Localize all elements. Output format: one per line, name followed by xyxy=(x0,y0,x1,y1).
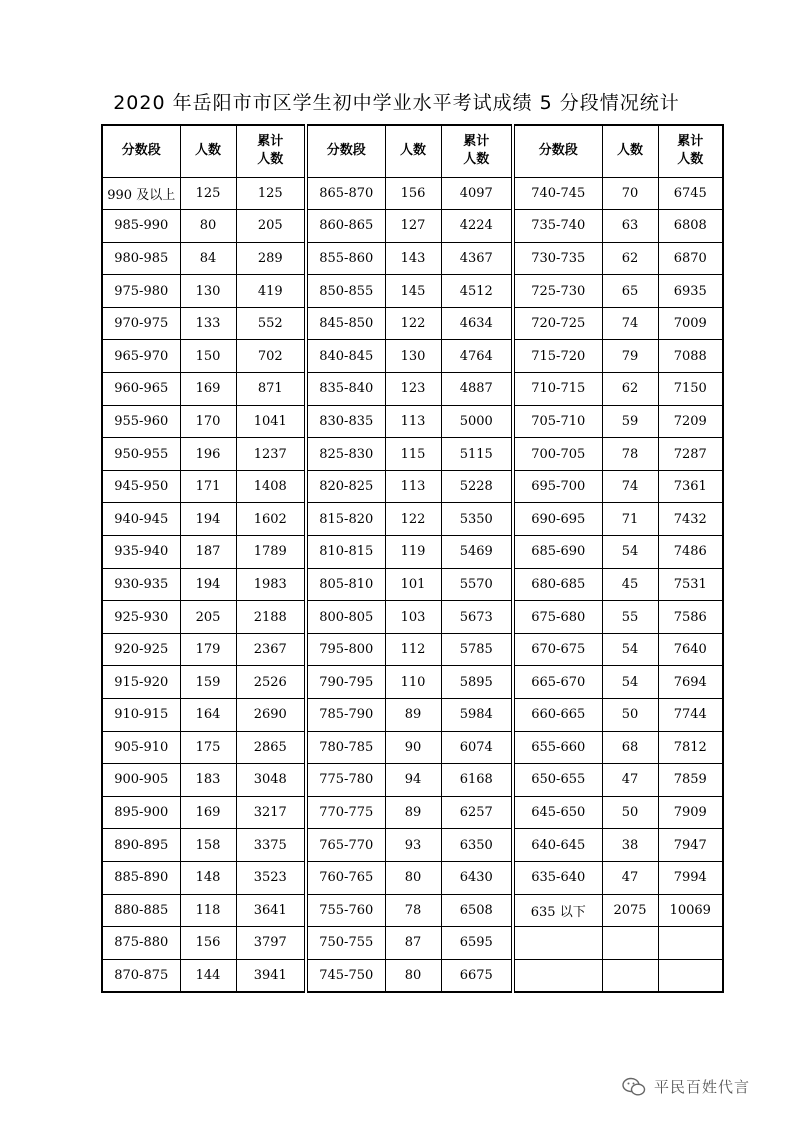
table-row xyxy=(102,731,723,764)
score-band-cell: 910-915 xyxy=(102,699,180,732)
count-cell: 130 xyxy=(180,275,236,308)
count-cell: 119 xyxy=(385,536,441,569)
count-cell: 78 xyxy=(602,438,658,471)
cumulative-cell: 5785 xyxy=(441,633,513,666)
count-cell: 125 xyxy=(180,177,236,210)
cumulative-cell: 1237 xyxy=(236,438,306,471)
score-band-cell: 835-840 xyxy=(306,373,385,406)
cumulative-cell: 289 xyxy=(236,242,306,275)
count-cell: 78 xyxy=(385,894,441,927)
cumulative-cell: 6935 xyxy=(658,275,723,308)
count-cell: 80 xyxy=(385,861,441,894)
cumulative-cell: 2690 xyxy=(236,699,306,732)
count-cell: 80 xyxy=(180,210,236,243)
cumulative-cell: 7287 xyxy=(658,438,723,471)
score-band-cell: 650-655 xyxy=(513,764,602,797)
score-band-cell: 720-725 xyxy=(513,307,602,340)
count-cell: 89 xyxy=(385,699,441,732)
score-band-cell: 865-870 xyxy=(306,177,385,210)
score-band-cell: 775-780 xyxy=(306,764,385,797)
cumulative-cell: 6675 xyxy=(441,959,513,992)
score-band-cell: 990 及以上 xyxy=(102,177,180,210)
cumulative-cell: 871 xyxy=(236,373,306,406)
score-band-cell: 710-715 xyxy=(513,373,602,406)
score-band-cell: 920-925 xyxy=(102,633,180,666)
table-row xyxy=(102,405,723,438)
count-cell: 2075 xyxy=(602,894,658,927)
score-band-cell: 875-880 xyxy=(102,927,180,960)
count-cell: 187 xyxy=(180,536,236,569)
cumulative-cell: 3375 xyxy=(236,829,306,862)
cumulative-cell: 6808 xyxy=(658,210,723,243)
table-row xyxy=(102,438,723,471)
cumulative-cell xyxy=(658,959,723,992)
header-count: 人数 xyxy=(385,125,441,177)
score-band-cell: 825-830 xyxy=(306,438,385,471)
count-cell: 87 xyxy=(385,927,441,960)
table-row xyxy=(102,503,723,536)
table-header-row xyxy=(102,125,723,177)
score-band-cell: 700-705 xyxy=(513,438,602,471)
cumulative-cell: 1983 xyxy=(236,568,306,601)
score-band-cell xyxy=(513,959,602,992)
cumulative-cell: 4887 xyxy=(441,373,513,406)
score-band-cell: 715-720 xyxy=(513,340,602,373)
cumulative-cell: 7361 xyxy=(658,470,723,503)
score-band-cell: 975-980 xyxy=(102,275,180,308)
cumulative-cell: 7150 xyxy=(658,373,723,406)
score-band-cell: 660-665 xyxy=(513,699,602,732)
score-band-cell: 830-835 xyxy=(306,405,385,438)
cumulative-cell: 419 xyxy=(236,275,306,308)
cumulative-cell: 7486 xyxy=(658,536,723,569)
cumulative-cell: 1602 xyxy=(236,503,306,536)
score-band-cell: 950-955 xyxy=(102,438,180,471)
count-cell: 110 xyxy=(385,666,441,699)
score-band-cell: 780-785 xyxy=(306,731,385,764)
cumulative-cell: 552 xyxy=(236,307,306,340)
cumulative-cell: 5570 xyxy=(441,568,513,601)
count-cell: 156 xyxy=(180,927,236,960)
count-cell: 183 xyxy=(180,764,236,797)
cumulative-cell: 7209 xyxy=(658,405,723,438)
cumulative-cell: 10069 xyxy=(658,894,723,927)
score-band-cell: 635-640 xyxy=(513,861,602,894)
cumulative-cell: 7694 xyxy=(658,666,723,699)
score-band-cell: 795-800 xyxy=(306,633,385,666)
count-cell: 123 xyxy=(385,373,441,406)
score-band-cell: 770-775 xyxy=(306,796,385,829)
count-cell: 94 xyxy=(385,764,441,797)
score-band-cell: 965-970 xyxy=(102,340,180,373)
count-cell: 150 xyxy=(180,340,236,373)
count-cell: 112 xyxy=(385,633,441,666)
score-band-cell: 670-675 xyxy=(513,633,602,666)
count-cell: 62 xyxy=(602,242,658,275)
count-cell: 194 xyxy=(180,503,236,536)
score-band-cell: 810-815 xyxy=(306,536,385,569)
cumulative-cell: 2526 xyxy=(236,666,306,699)
cumulative-cell: 7859 xyxy=(658,764,723,797)
table-row xyxy=(102,633,723,666)
score-band-cell: 785-790 xyxy=(306,699,385,732)
count-cell: 59 xyxy=(602,405,658,438)
count-cell: 54 xyxy=(602,536,658,569)
count-cell: 159 xyxy=(180,666,236,699)
score-band-cell: 940-945 xyxy=(102,503,180,536)
table-row xyxy=(102,373,723,406)
watermark-text: 平民百姓代言 xyxy=(654,1078,751,1096)
table-row xyxy=(102,568,723,601)
score-band-cell: 680-685 xyxy=(513,568,602,601)
count-cell: 47 xyxy=(602,861,658,894)
table-row xyxy=(102,601,723,634)
cumulative-cell: 2865 xyxy=(236,731,306,764)
cumulative-cell: 4097 xyxy=(441,177,513,210)
score-band-cell: 840-845 xyxy=(306,340,385,373)
score-band-cell: 930-935 xyxy=(102,568,180,601)
score-band-cell: 750-755 xyxy=(306,927,385,960)
count-cell: 45 xyxy=(602,568,658,601)
cumulative-cell: 6595 xyxy=(441,927,513,960)
score-band-cell: 915-920 xyxy=(102,666,180,699)
score-band-cell: 890-895 xyxy=(102,829,180,862)
count-cell: 63 xyxy=(602,210,658,243)
cumulative-cell: 7994 xyxy=(658,861,723,894)
score-band-cell: 790-795 xyxy=(306,666,385,699)
cumulative-cell: 5673 xyxy=(441,601,513,634)
count-cell: 50 xyxy=(602,796,658,829)
score-band-cell: 760-765 xyxy=(306,861,385,894)
cumulative-cell: 4764 xyxy=(441,340,513,373)
cumulative-cell: 5115 xyxy=(441,438,513,471)
table-row xyxy=(102,275,723,308)
cumulative-cell: 4512 xyxy=(441,275,513,308)
count-cell: 89 xyxy=(385,796,441,829)
count-cell: 133 xyxy=(180,307,236,340)
table-row xyxy=(102,927,723,960)
score-band-cell: 935-940 xyxy=(102,536,180,569)
count-cell: 74 xyxy=(602,470,658,503)
score-band-cell: 800-805 xyxy=(306,601,385,634)
score-band-cell: 675-680 xyxy=(513,601,602,634)
count-cell: 122 xyxy=(385,307,441,340)
cumulative-cell: 5984 xyxy=(441,699,513,732)
score-band-cell: 895-900 xyxy=(102,796,180,829)
cumulative-cell: 3941 xyxy=(236,959,306,992)
table-row xyxy=(102,340,723,373)
cumulative-cell: 3048 xyxy=(236,764,306,797)
cumulative-cell: 6870 xyxy=(658,242,723,275)
count-cell xyxy=(602,959,658,992)
table-row xyxy=(102,796,723,829)
cumulative-cell: 4634 xyxy=(441,307,513,340)
count-cell: 144 xyxy=(180,959,236,992)
count-cell: 205 xyxy=(180,601,236,634)
cumulative-cell: 6074 xyxy=(441,731,513,764)
count-cell: 74 xyxy=(602,307,658,340)
cumulative-cell: 5000 xyxy=(441,405,513,438)
table-row xyxy=(102,470,723,503)
header-cumulative: 累计 人数 xyxy=(236,125,306,177)
count-cell: 194 xyxy=(180,568,236,601)
score-band-cell: 820-825 xyxy=(306,470,385,503)
score-band-cell: 665-670 xyxy=(513,666,602,699)
table-row xyxy=(102,894,723,927)
score-band-cell: 705-710 xyxy=(513,405,602,438)
count-cell: 38 xyxy=(602,829,658,862)
score-band-cell xyxy=(513,927,602,960)
count-cell: 170 xyxy=(180,405,236,438)
score-band-cell: 695-700 xyxy=(513,470,602,503)
score-band-cell: 980-985 xyxy=(102,242,180,275)
cumulative-cell xyxy=(658,927,723,960)
cumulative-cell: 7586 xyxy=(658,601,723,634)
count-cell: 171 xyxy=(180,470,236,503)
count-cell: 90 xyxy=(385,731,441,764)
cumulative-cell: 7640 xyxy=(658,633,723,666)
cumulative-cell: 5228 xyxy=(441,470,513,503)
cumulative-cell: 7812 xyxy=(658,731,723,764)
score-band-cell: 735-740 xyxy=(513,210,602,243)
score-band-cell: 685-690 xyxy=(513,536,602,569)
score-band-cell: 765-770 xyxy=(306,829,385,862)
score-band-cell: 690-695 xyxy=(513,503,602,536)
count-cell: 113 xyxy=(385,405,441,438)
score-band-cell: 655-660 xyxy=(513,731,602,764)
count-cell: 70 xyxy=(602,177,658,210)
count-cell: 148 xyxy=(180,861,236,894)
score-band-cell: 635 以下 xyxy=(513,894,602,927)
count-cell: 118 xyxy=(180,894,236,927)
cumulative-cell: 7432 xyxy=(658,503,723,536)
table-row xyxy=(102,666,723,699)
score-band-cell: 880-885 xyxy=(102,894,180,927)
score-band-cell: 900-905 xyxy=(102,764,180,797)
score-band-cell: 725-730 xyxy=(513,275,602,308)
cumulative-cell: 6430 xyxy=(441,861,513,894)
count-cell: 101 xyxy=(385,568,441,601)
score-band-cell: 640-645 xyxy=(513,829,602,862)
table-row xyxy=(102,210,723,243)
table-row xyxy=(102,829,723,862)
score-band-cell: 945-950 xyxy=(102,470,180,503)
cumulative-cell: 5469 xyxy=(441,536,513,569)
score-band-cell: 925-930 xyxy=(102,601,180,634)
cumulative-cell: 6257 xyxy=(441,796,513,829)
score-band-cell: 905-910 xyxy=(102,731,180,764)
count-cell: 175 xyxy=(180,731,236,764)
count-cell: 130 xyxy=(385,340,441,373)
table-row xyxy=(102,764,723,797)
header-count: 人数 xyxy=(602,125,658,177)
cumulative-cell: 6168 xyxy=(441,764,513,797)
score-band-cell: 815-820 xyxy=(306,503,385,536)
score-band-cell: 730-735 xyxy=(513,242,602,275)
cumulative-cell: 5350 xyxy=(441,503,513,536)
count-cell: 115 xyxy=(385,438,441,471)
header-count: 人数 xyxy=(180,125,236,177)
count-cell: 79 xyxy=(602,340,658,373)
score-band-cell: 645-650 xyxy=(513,796,602,829)
header-cumulative: 累计 人数 xyxy=(441,125,513,177)
score-band-cell: 960-965 xyxy=(102,373,180,406)
cumulative-cell: 7947 xyxy=(658,829,723,862)
header-band: 分数段 xyxy=(102,125,180,177)
header-band: 分数段 xyxy=(513,125,602,177)
watermark xyxy=(622,1076,750,1097)
count-cell: 54 xyxy=(602,633,658,666)
score-band-cell: 850-855 xyxy=(306,275,385,308)
score-band-cell: 860-865 xyxy=(306,210,385,243)
count-cell: 169 xyxy=(180,373,236,406)
count-cell: 145 xyxy=(385,275,441,308)
count-cell: 196 xyxy=(180,438,236,471)
count-cell: 164 xyxy=(180,699,236,732)
count-cell: 80 xyxy=(385,959,441,992)
cumulative-cell: 2367 xyxy=(236,633,306,666)
score-band-cell: 845-850 xyxy=(306,307,385,340)
cumulative-cell: 7088 xyxy=(658,340,723,373)
table-row xyxy=(102,177,723,210)
cumulative-cell: 2188 xyxy=(236,601,306,634)
cumulative-cell: 6508 xyxy=(441,894,513,927)
score-table xyxy=(101,124,724,993)
cumulative-cell: 6745 xyxy=(658,177,723,210)
cumulative-cell: 6350 xyxy=(441,829,513,862)
count-cell: 113 xyxy=(385,470,441,503)
table-row xyxy=(102,861,723,894)
count-cell: 84 xyxy=(180,242,236,275)
count-cell xyxy=(602,927,658,960)
count-cell: 169 xyxy=(180,796,236,829)
count-cell: 127 xyxy=(385,210,441,243)
table-row xyxy=(102,536,723,569)
page-title: 2020 年岳阳市市区学生初中学业水平考试成绩 5 分段情况统计 xyxy=(113,92,680,114)
cumulative-cell: 3797 xyxy=(236,927,306,960)
cumulative-cell: 3217 xyxy=(236,796,306,829)
table-row xyxy=(102,307,723,340)
table-row xyxy=(102,699,723,732)
count-cell: 71 xyxy=(602,503,658,536)
header-cumulative: 累计 人数 xyxy=(658,125,723,177)
cumulative-cell: 1789 xyxy=(236,536,306,569)
wechat-icon xyxy=(622,1077,646,1097)
count-cell: 156 xyxy=(385,177,441,210)
count-cell: 68 xyxy=(602,731,658,764)
score-band-cell: 885-890 xyxy=(102,861,180,894)
score-band-cell: 955-960 xyxy=(102,405,180,438)
cumulative-cell: 205 xyxy=(236,210,306,243)
table-row xyxy=(102,959,723,992)
score-band-cell: 970-975 xyxy=(102,307,180,340)
count-cell: 54 xyxy=(602,666,658,699)
cumulative-cell: 7531 xyxy=(658,568,723,601)
cumulative-cell: 4224 xyxy=(441,210,513,243)
count-cell: 179 xyxy=(180,633,236,666)
cumulative-cell: 1041 xyxy=(236,405,306,438)
cumulative-cell: 7744 xyxy=(658,699,723,732)
count-cell: 50 xyxy=(602,699,658,732)
count-cell: 143 xyxy=(385,242,441,275)
cumulative-cell: 3523 xyxy=(236,861,306,894)
count-cell: 158 xyxy=(180,829,236,862)
cumulative-cell: 4367 xyxy=(441,242,513,275)
score-band-cell: 805-810 xyxy=(306,568,385,601)
count-cell: 55 xyxy=(602,601,658,634)
count-cell: 93 xyxy=(385,829,441,862)
score-band-cell: 855-860 xyxy=(306,242,385,275)
score-band-cell: 985-990 xyxy=(102,210,180,243)
header-band: 分数段 xyxy=(306,125,385,177)
count-cell: 65 xyxy=(602,275,658,308)
count-cell: 47 xyxy=(602,764,658,797)
cumulative-cell: 5895 xyxy=(441,666,513,699)
cumulative-cell: 7009 xyxy=(658,307,723,340)
cumulative-cell: 702 xyxy=(236,340,306,373)
count-cell: 122 xyxy=(385,503,441,536)
count-cell: 62 xyxy=(602,373,658,406)
table-row xyxy=(102,242,723,275)
score-band-cell: 870-875 xyxy=(102,959,180,992)
score-band-cell: 740-745 xyxy=(513,177,602,210)
cumulative-cell: 1408 xyxy=(236,470,306,503)
cumulative-cell: 125 xyxy=(236,177,306,210)
cumulative-cell: 7909 xyxy=(658,796,723,829)
score-band-cell: 755-760 xyxy=(306,894,385,927)
score-band-cell: 745-750 xyxy=(306,959,385,992)
cumulative-cell: 3641 xyxy=(236,894,306,927)
count-cell: 103 xyxy=(385,601,441,634)
